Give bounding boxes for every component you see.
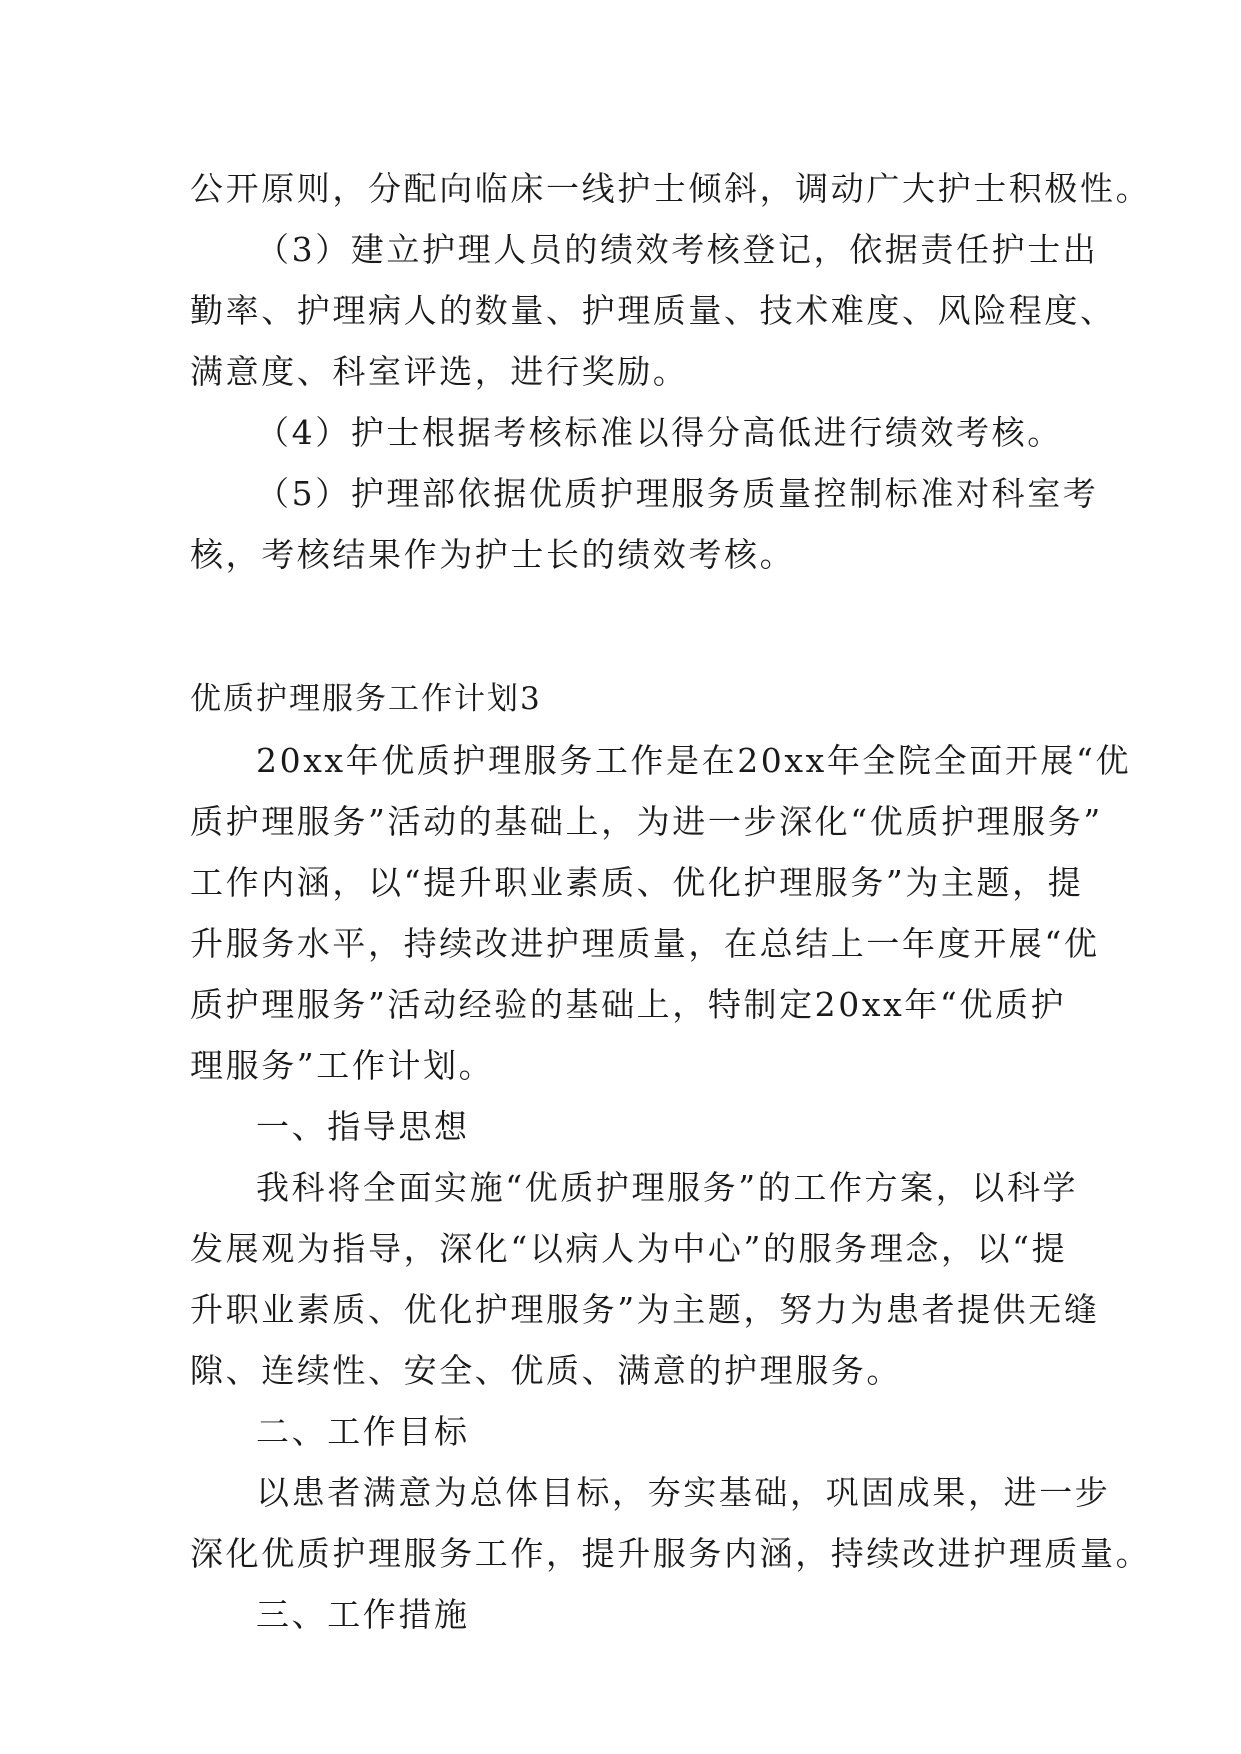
- text-line: （3）建立护理人员的绩效考核登记，依据责任护士出: [256, 230, 1099, 269]
- text-line: （4）护士根据考核标准以得分高低进行绩效考核。: [256, 413, 1063, 452]
- subheading: 三、工作措施: [256, 1595, 470, 1634]
- document-body: [190, 158, 1152, 1645]
- text-line: 满意度、科室评选，进行奖励。: [190, 352, 689, 391]
- text-line: 工作内涵，以“提升职业素质、优化护理服务”为主题，提: [190, 863, 1084, 902]
- text-line: 核，考核结果作为护士长的绩效考核。: [190, 535, 796, 574]
- text-line: 升服务水平，持续改进护理质量，在总结上一年度开展“优: [190, 924, 1100, 963]
- heading-work-goal: [190, 1401, 1070, 1462]
- guiding-thought-paragraph: [190, 1157, 1100, 1401]
- heading-work-measures: [190, 1584, 1070, 1645]
- subheading: 二、工作目标: [256, 1412, 470, 1451]
- text-line: （5）护理部依据优质护理服务质量控制标准对科室考: [256, 474, 1099, 513]
- text-line: 深化优质护理服务工作，提升服务内涵，持续改进护理质量。: [190, 1534, 1152, 1573]
- intro-paragraph: [190, 730, 1132, 1096]
- text-line: 隙、连续性、安全、优质、满意的护理服务。: [190, 1351, 902, 1390]
- text-line: 发展观为指导，深化“以病人为中心”的服务理念，以“提: [190, 1229, 1068, 1268]
- text-line: 勤率、护理病人的数量、护理质量、技术难度、风险程度、: [190, 291, 1116, 330]
- list-item-3: [190, 219, 1116, 402]
- text-line: 质护理服务”活动经验的基础上，特制定20xx年“优质护: [190, 985, 1067, 1024]
- subheading: 一、指导思想: [256, 1107, 470, 1146]
- heading-guiding-thought: [190, 1096, 1070, 1157]
- text-line: 20xx年优质护理服务工作是在20xx年全院全面开展“优: [256, 741, 1132, 780]
- text-line: 升职业素质、优化护理服务”为主题，努力为患者提供无缝: [190, 1290, 1100, 1329]
- paragraph-continued: [190, 158, 1152, 219]
- section-heading: 优质护理服务工作计划3: [190, 681, 542, 717]
- text-line: 公开原则，分配向临床一线护士倾斜，调动广大护士积极性。: [190, 169, 1152, 208]
- text-line: 理服务”工作计划。: [190, 1046, 495, 1085]
- section-spacer: [190, 585, 1070, 669]
- list-item-5: [190, 463, 1099, 585]
- work-goal-paragraph: [190, 1462, 1152, 1584]
- list-item-4: [190, 402, 1070, 463]
- text-line: 质护理服务”活动的基础上，为进一步深化“优质护理服务”: [190, 802, 1103, 841]
- text-line: 我科将全面实施“优质护理服务”的工作方案，以科学: [256, 1168, 1079, 1207]
- section-title: [190, 669, 1070, 730]
- text-line: 以患者满意为总体目标，夯实基础，巩固成果，进一步: [256, 1473, 1111, 1512]
